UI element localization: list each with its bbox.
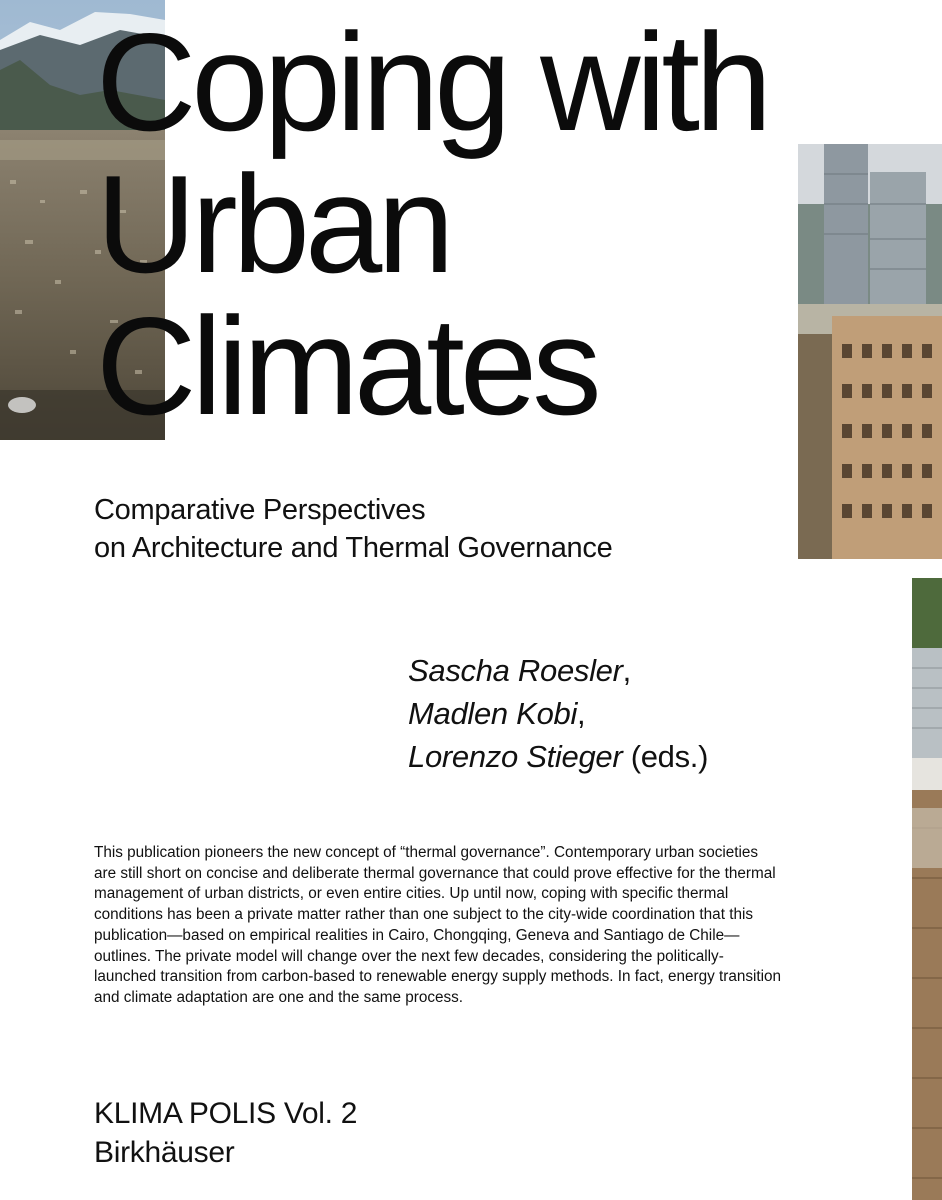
series-name: KLIMA POLIS Vol. 2 (94, 1097, 358, 1130)
editor-punct-2: , (577, 696, 586, 731)
series-block (94, 1094, 357, 1172)
editor-name-1: Sascha Roesler (408, 653, 623, 688)
editor-line-2 (408, 692, 708, 735)
editors-suffix: (eds.) (622, 739, 709, 774)
editor-line-3 (408, 735, 708, 778)
editor-line-1 (408, 649, 708, 692)
book-title (96, 5, 876, 444)
editors-block (408, 649, 708, 778)
title-line-1: Coping with (96, 5, 768, 160)
title-line-3: Climates (96, 289, 597, 444)
title-line-2: Urban (96, 147, 450, 302)
book-subtitle (94, 491, 612, 567)
photo-brick-building (912, 578, 942, 1200)
subtitle-line-1: Comparative Perspectives (94, 494, 426, 526)
editor-name-2: Madlen Kobi (408, 696, 578, 731)
subtitle-line-2: on Architecture and Thermal Governance (94, 532, 613, 564)
book-blurb: This publication pioneers the new concept of “thermal governance”. Contemporary urban societies are still short on concise and deliberate thermal governance that could prove effective for the thermal management of urban districts, or even entire cities. Up until now, coping with specific thermal conditions has been a private matter rather than one subject to the city-wide coordination that this publication—based on empirical realities in Cairo, Chongqing, Geneva and Santiago de Chile—outlines. The private model will change over the next few decades, considering the politically-launched transition from carbon-based to renewable energy supply methods. In fact, energy transition and climate adaptation are one and the same process. (94, 844, 782, 1006)
editor-name-3: Lorenzo Stieger (408, 739, 623, 774)
editor-punct-1: , (622, 653, 631, 688)
publisher-name: Birkhäuser (94, 1136, 235, 1169)
